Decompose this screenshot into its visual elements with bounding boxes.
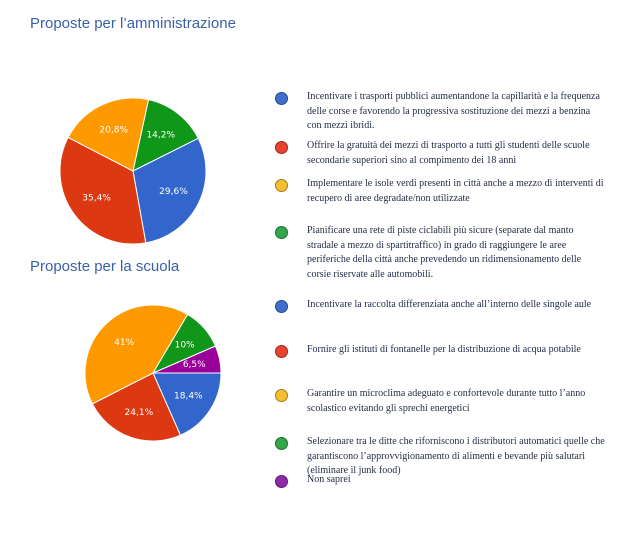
legend-dot-purple — [275, 475, 288, 488]
legend-dot-yellow — [275, 389, 288, 402]
pie-slice-label: 29,6% — [159, 186, 188, 197]
pie-slice-label: 10% — [174, 340, 195, 351]
legend-dot-green — [275, 437, 288, 450]
chart-title-admin: Proposte per l’amministrazione — [30, 15, 236, 32]
legend-label: Fornire gli istituti di fontanelle per la distribuzione di acqua potabile — [307, 344, 581, 355]
pie-slice-label: 18,4% — [174, 391, 203, 402]
legend-label: Pianificare una rete di piste ciclabili più sicure (separate dal manto stradale a mezzo di spartitraffico) in grado di raggiungere le aree periferiche della città anche prevedendo un ridimensionamento delle corsie riservate alle automobili. — [307, 225, 582, 280]
chart-title-school: Proposte per la scuola — [30, 258, 180, 275]
pie-slice-label: 14,2% — [146, 130, 176, 141]
legend-label: Incentivare la raccolta differenziata anche all’interno delle singole aule — [307, 299, 592, 310]
pie-slice-label: 24,1% — [124, 408, 154, 419]
legend-label: Selezionare tra le ditte che riforniscono i distributori automatici quelle che garantiscono l’approvvigionamento di alimenti e bevande più salutari (eliminare il junk food) — [307, 436, 605, 476]
legend-label: Offrire la gratuità dei mezzi di trasporto a tutti gli studenti delle scuole secondarie superiori sino al compimento dei 18 anni — [307, 140, 590, 166]
legend-label: Incentivare i trasporti pubblici aumentandone la capillarità e la frequenza delle corse e favorendo la progressiva sostituzione dei mezzi a benzina con mezzi ibridi. — [307, 91, 600, 131]
pie-slice-label: 41% — [114, 337, 135, 348]
legend-dot-red — [275, 141, 288, 154]
pie-slice-label: 6,5% — [182, 359, 206, 370]
pie-chart-school — [83, 303, 223, 443]
legend-label: Non saprei — [307, 474, 351, 485]
pie-slice-label: 20,8% — [99, 125, 129, 136]
legend-dot-blue — [275, 300, 288, 313]
pie-slice-label: 35,4% — [82, 193, 111, 204]
legend-dot-blue — [275, 92, 288, 105]
pie-chart-admin — [58, 96, 208, 246]
legend-dot-red — [275, 345, 288, 358]
legend-dot-green — [275, 226, 288, 239]
legend-dot-yellow — [275, 179, 288, 192]
legend-label: Implementare le isole verdi presenti in città anche a mezzo di interventi di recupero di aree degradate/non utilizzate — [307, 178, 604, 204]
legend-label: Garantire un microclima adeguato e confortevole durante tutto l’anno scolastico evitando gli sprechi energetici — [307, 388, 586, 414]
